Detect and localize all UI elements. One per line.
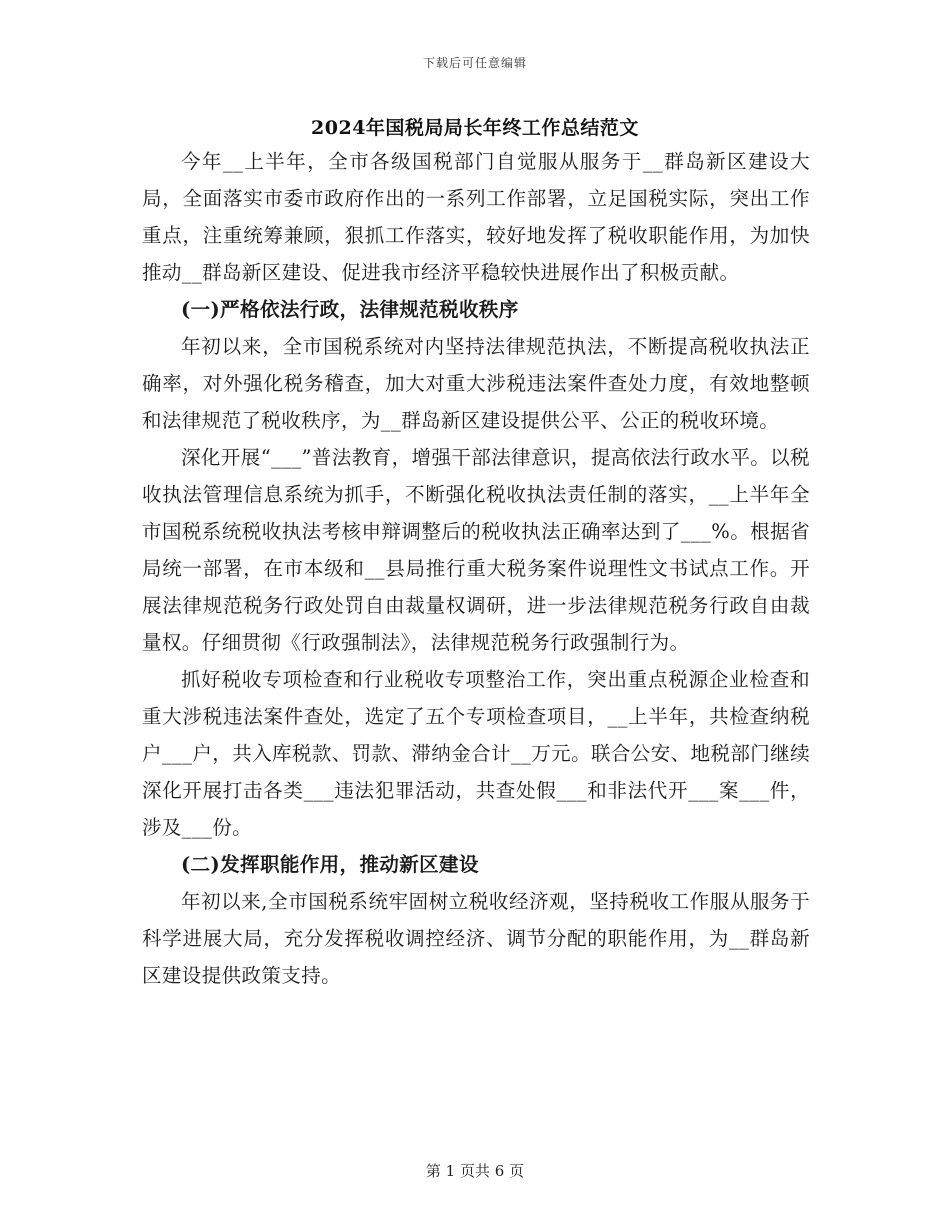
paragraph-law-enforcement: 年初以来，全市国税系统对内坚持法律规范执法，不断提高税收执法正确率，对外强化税务稽查，加大对重大涉税违法案件查处力度，有效地整顿和法律规范了税收秩序，为__群岛新区建设提供公平、公正的税收环境。 [142,335,810,432]
paragraph-intro: 今年__上半年，全市各级国税部门自觉服从服务于__群岛新区建设大局，全面落实市委市政府作出的一系列工作部署，立足国税实际，突出工作重点，注重统筹兼顾，狠抓工作落实，较好地发挥了税收职能作用，为加快推动__群岛新区建设、促进我市经济平稳较快进展作出了积极贡献。 [142,150,810,284]
document-title: 2024年国税局局长年终工作总结范文 [311,117,639,139]
header-note: 下载后可任意编辑 [422,56,527,70]
paragraph-legal-education: 深化开展“___”普法教育，增强干部法律意识，提高依法行政水平。以税收执法管理信息系统为抓手，不断强化税收执法责任制的落实，__上半年全市国税系统税收执法考核申辩调整后的税收执法正确率达到了___%。根据省局统一部署，在市本级和__县局推行重大税务案件说理性文书试点工作。开展法律规范税务行政处罚自由裁量权调研，进一步法律规范税务行政自由裁量权。仔细贯彻《行政强制法》，法律规范税务行政强制行为。 [142,446,810,654]
document-body [142,143,810,994]
section-heading-1: (一)严格依法行政，法律规范税收秩序 [181,298,519,321]
paragraph-new-area-support: 年初以来,全市国税系统牢固树立税收经济观，坚持税收工作服从服务于科学进展大局，充分发挥税收调控经济、调节分配的职能作用，为__群岛新区建设提供政策支持。 [142,890,810,987]
page-number: 第 1 页共 6 页 [425,1162,525,1180]
paragraph-special-inspection: 抓好税收专项检查和行业税收专项整治工作，突出重点税源企业检查和重大涉税违法案件查处，选定了五个专项检查项目，__上半年，共检查纳税户___户，共入库税款、罚款、滞纳金合计__万元。联合公安、地税部门继续深化开展打击各类___违法犯罪活动，共查处假___和非法代开___案___件，涉及___份。 [142,668,810,839]
section-heading-2: (二)发挥职能作用，推动新区建设 [181,853,479,876]
